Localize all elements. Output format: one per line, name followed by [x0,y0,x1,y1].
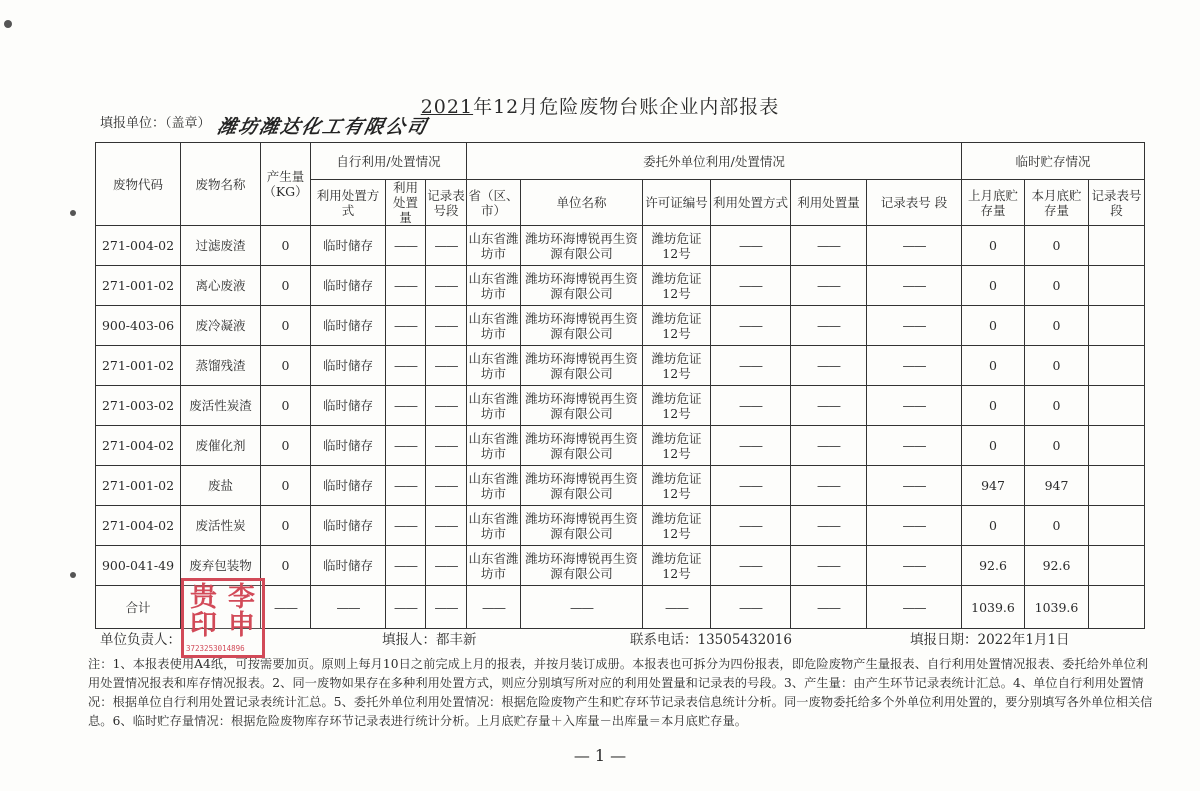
cell-ent-method: —— [711,426,791,466]
cell-self-method: 临时储存 [311,546,386,586]
fill-unit-handwritten: 潍坊潍达化工有限公司 [215,116,431,138]
cell-province: 山东省潍坊市 [467,306,521,346]
cell-storage-record [1089,386,1145,426]
header-storage-record: 记录表号段 [1089,180,1145,226]
cell-waste-code: 900-041-49 [96,546,181,586]
stamp-number: 3723253014896 [186,644,245,653]
cell-produced: 0 [261,266,311,306]
header-ent-record: 记录表号 段 [867,180,962,226]
cell-ent-method: —— [711,466,791,506]
total-last-month: 1039.6 [962,586,1025,629]
cell-produced: 0 [261,226,311,266]
binding-hole-top [4,20,12,28]
cell-province: 山东省潍坊市 [467,466,521,506]
footer-phone: 联系电话：13505432016 [630,632,792,648]
header-ent-amount: 利用处置量 [791,180,867,226]
cell-ent-record: —— [867,306,962,346]
table-row [96,226,1145,266]
cell-ent-method: —— [711,266,791,306]
stamp-char-3: 贵 [190,582,217,613]
header-storage-group: 临时贮存情况 [962,143,1145,180]
cell-self-method: 临时储存 [311,426,386,466]
cell-waste-code: 271-004-02 [96,226,181,266]
cell-last-month: 0 [962,386,1025,426]
cell-self-record: —— [426,346,467,386]
cell-ent-record: —— [867,226,962,266]
header-this-month: 本月底贮存量 [1025,180,1089,226]
cell-self-record: —— [426,466,467,506]
cell-self-method: 临时储存 [311,506,386,546]
cell-waste-name: 废催化剂 [181,426,261,466]
binding-hole-mid [70,210,76,216]
cell-license-no: 潍坊危证12号 [643,426,711,466]
title-year: 2021 [420,96,474,118]
cell-storage-record [1089,466,1145,506]
cell-produced: 0 [261,546,311,586]
cell-waste-name: 废活性炭 [181,506,261,546]
cell-license-no: 潍坊危证12号 [643,306,711,346]
header-self-method: 利用处置方 式 [311,180,386,226]
total-license: —— [643,586,711,629]
cell-this-month: 0 [1025,386,1089,426]
cell-produced: 0 [261,306,311,346]
cell-unit-name: 潍坊环海博锐再生资源有限公司 [521,386,643,426]
cell-self-record: —— [426,426,467,466]
cell-waste-code: 271-004-02 [96,506,181,546]
cell-ent-method: —— [711,226,791,266]
header-unit-name: 单位名称 [521,180,643,226]
header-waste-name: 废物名称 [181,143,261,226]
table-row [96,266,1145,306]
header-province: 省（区、市） [467,180,521,226]
cell-license-no: 潍坊危证12号 [643,346,711,386]
cell-storage-record [1089,266,1145,306]
cell-unit-name: 潍坊环海博锐再生资源有限公司 [521,466,643,506]
cell-storage-record [1089,346,1145,386]
cell-ent-record: —— [867,346,962,386]
header-self-amount: 利用处置量 [386,180,426,226]
cell-license-no: 潍坊危证12号 [643,546,711,586]
cell-last-month: 92.6 [962,546,1025,586]
cell-self-record: —— [426,306,467,346]
cell-this-month: 0 [1025,226,1089,266]
cell-self-method: 临时储存 [311,386,386,426]
cell-self-amount: —— [386,266,426,306]
stamp-char-4: 印 [190,610,217,641]
cell-ent-method: —— [711,546,791,586]
cell-waste-name: 蒸馏残渣 [181,346,261,386]
cell-this-month: 0 [1025,506,1089,546]
cell-license-no: 潍坊危证12号 [643,266,711,306]
footer-date: 填报日期：2022年1月1日 [910,632,1070,648]
total-method: —— [311,586,386,629]
table-row [96,346,1145,386]
cell-waste-code: 900-403-06 [96,306,181,346]
cell-self-record: —— [426,266,467,306]
cell-this-month: 0 [1025,306,1089,346]
cell-waste-code: 271-004-02 [96,426,181,466]
cell-self-method: 临时储存 [311,466,386,506]
cell-produced: 0 [261,386,311,426]
cell-waste-name: 离心废液 [181,266,261,306]
total-province: —— [467,586,521,629]
total-this-month: 1039.6 [1025,586,1089,629]
cell-self-method: 临时储存 [311,306,386,346]
cell-self-amount: —— [386,386,426,426]
cell-self-record: —— [426,506,467,546]
table-row [96,506,1145,546]
cell-storage-record [1089,226,1145,266]
cell-last-month: 0 [962,506,1025,546]
header-entrust-group: 委托外单位利用/处置情况 [467,143,962,180]
stamp-char-2: 申 [228,610,255,641]
table-row [96,306,1145,346]
cell-produced: 0 [261,346,311,386]
cell-last-month: 0 [962,306,1025,346]
cell-last-month: 0 [962,266,1025,306]
cell-ent-amount: —— [791,266,867,306]
cell-waste-code: 271-001-02 [96,466,181,506]
cell-last-month: 0 [962,226,1025,266]
cell-self-record: —— [426,226,467,266]
cell-self-amount: —— [386,546,426,586]
header-produced: 产生量（KG） [261,143,311,226]
cell-last-month: 0 [962,346,1025,386]
cell-self-method: 临时储存 [311,226,386,266]
cell-ent-amount: —— [791,226,867,266]
cell-ent-amount: —— [791,426,867,466]
footnote: 注：1、本报表使用A4纸，可按需要加页。原则上每月10日之前完成上月的报表，并按月装订成册。本报表也可拆分为四份报表，即危险废物产生量报表、自行利用处置情况报表、委托给外单位利用处置情况报表和库存情况报表。2、同一废物如果存在多种利用处置方式，则应分别填写所对应的利用处置量和记录表的号段。3、产生量：由产生环节记录表统计汇总。4、单位自行利用处置情况：根据单位自行利用处置记录表统计汇总。5、委托外单位利用处置情况：根据危险废物产生和贮存环节记录表信息统计分析。同一废物委托给多个外单位利用处置的，要分别填写各外单位相关信息。6、临时贮存量情况：根据危险废物库存环节记录表进行统计分析。上月底贮存量＋入库量－出库量＝本月底贮存量。 [88,657,1153,728]
stamp-char-1: 李 [228,582,255,613]
cell-ent-record: —— [867,426,962,466]
cell-self-amount: —— [386,306,426,346]
cell-waste-name: 废弃包装物 [181,546,261,586]
page-number: — 1 — [573,746,627,765]
cell-ent-amount: —— [791,386,867,426]
table-row [96,426,1145,466]
cell-waste-code: 271-001-02 [96,266,181,306]
cell-license-no: 潍坊危证12号 [643,506,711,546]
total-self-record: —— [426,586,467,629]
cell-unit-name: 潍坊环海博锐再生资源有限公司 [521,506,643,546]
cell-unit-name: 潍坊环海博锐再生资源有限公司 [521,266,643,306]
cell-ent-method: —— [711,306,791,346]
cell-produced: 0 [261,426,311,466]
waste-ledger-table [95,142,1145,629]
cell-self-amount: —— [386,346,426,386]
cell-unit-name: 潍坊环海博锐再生资源有限公司 [521,346,643,386]
cell-province: 山东省潍坊市 [467,506,521,546]
cell-ent-amount: —— [791,546,867,586]
cell-unit-name: 潍坊环海博锐再生资源有限公司 [521,426,643,466]
cell-province: 山东省潍坊市 [467,426,521,466]
cell-produced: 0 [261,506,311,546]
footer-filler: 填报人：都丰新 [382,632,477,648]
cell-self-amount: —— [386,466,426,506]
header-self-record: 记录表号段 [426,180,467,226]
cell-ent-record: —— [867,506,962,546]
cell-this-month: 92.6 [1025,546,1089,586]
cell-self-amount: —— [386,506,426,546]
cell-this-month: 0 [1025,426,1089,466]
cell-this-month: 0 [1025,266,1089,306]
cell-last-month: 0 [962,426,1025,466]
cell-ent-method: —— [711,346,791,386]
cell-produced: 0 [261,466,311,506]
cell-self-method: 临时储存 [311,346,386,386]
cell-ent-method: —— [711,506,791,546]
cell-ent-record: —— [867,546,962,586]
cell-storage-record [1089,506,1145,546]
total-label: 合计 [96,586,181,629]
total-storage-record [1089,586,1145,629]
total-self-amount: —— [386,586,426,629]
cell-this-month: 947 [1025,466,1089,506]
total-produced: —— [261,586,311,629]
cell-ent-amount: —— [791,306,867,346]
cell-waste-name: 废盐 [181,466,261,506]
cell-storage-record [1089,546,1145,586]
header-ent-method: 利用处置方式 [711,180,791,226]
header-last-month: 上月底贮存量 [962,180,1025,226]
cell-license-no: 潍坊危证12号 [643,386,711,426]
cell-province: 山东省潍坊市 [467,386,521,426]
total-unit: —— [521,586,643,629]
table-row [96,386,1145,426]
cell-self-record: —— [426,386,467,426]
cell-unit-name: 潍坊环海博锐再生资源有限公司 [521,546,643,586]
cell-waste-name: 过滤废渣 [181,226,261,266]
cell-ent-record: —— [867,266,962,306]
cell-waste-code: 271-001-02 [96,346,181,386]
cell-ent-amount: —— [791,346,867,386]
cell-ent-method: —— [711,386,791,426]
cell-self-amount: —— [386,226,426,266]
cell-self-record: —— [426,546,467,586]
cell-this-month: 0 [1025,346,1089,386]
table-row [96,466,1145,506]
cell-unit-name: 潍坊环海博锐再生资源有限公司 [521,226,643,266]
personal-seal-stamp [181,578,265,658]
cell-ent-amount: —— [791,466,867,506]
footer-responsible: 单位负责人： [100,632,181,648]
cell-waste-code: 271-003-02 [96,386,181,426]
cell-waste-name: 废冷凝液 [181,306,261,346]
cell-province: 山东省潍坊市 [467,226,521,266]
cell-ent-record: —— [867,466,962,506]
title-rest: 年12月危险废物台账企业内部报表 [473,96,780,118]
cell-waste-name: 废活性炭渣 [181,386,261,426]
cell-self-method: 临时储存 [311,266,386,306]
cell-license-no: 潍坊危证12号 [643,466,711,506]
header-license-no: 许可证编号 [643,180,711,226]
total-ent-amount: —— [791,586,867,629]
cell-self-amount: —— [386,426,426,466]
cell-storage-record [1089,306,1145,346]
cell-province: 山东省潍坊市 [467,346,521,386]
cell-province: 山东省潍坊市 [467,546,521,586]
cell-ent-record: —— [867,386,962,426]
cell-last-month: 947 [962,466,1025,506]
cell-province: 山东省潍坊市 [467,266,521,306]
cell-storage-record [1089,426,1145,466]
total-ent-record: —— [867,586,962,629]
total-ent-method: —— [711,586,791,629]
cell-license-no: 潍坊危证12号 [643,226,711,266]
header-waste-code: 废物代码 [96,143,181,226]
fill-unit-label: 填报单位：（盖章） [100,116,211,131]
cell-unit-name: 潍坊环海博锐再生资源有限公司 [521,306,643,346]
ledger-body [96,226,1145,586]
header-self-use-group: 自行利用/处置情况 [311,143,467,180]
binding-hole-low [70,572,76,578]
cell-ent-amount: —— [791,506,867,546]
